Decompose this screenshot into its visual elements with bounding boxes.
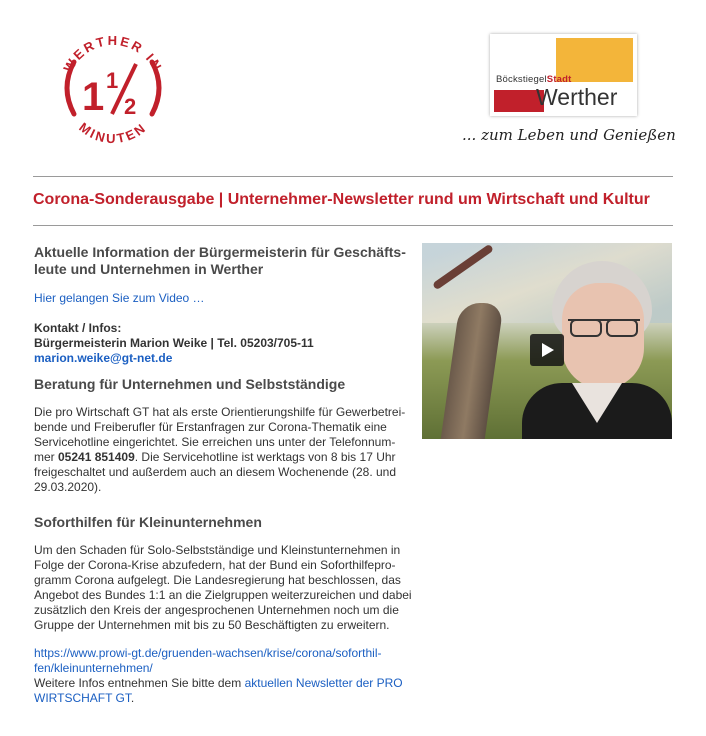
prowi-url-link[interactable]: https://www.prowi-gt.de/gruenden-wachsen/krise/corona/soforthil- fen/kleinunternehmen/ [34, 646, 382, 675]
beratung-text: Die pro Wirtschaft GT hat als erste Orientierungshilfe für Gewerbetrei- bende und Freiberufler für Erstanfragen zur Corona-Thematik eine Servicehotline eingerichtet. Sie erreichen uns unter der Telefonnum- mer 05241 851409. Die Servicehotline ist werktags von 8 bis 17 Uhr freigeschaltet und außerdem auch an diesem Wochenende (28. und 29.03.2020). [34, 405, 406, 494]
section-soforthilfen [34, 514, 412, 706]
contact-line: Bürgermeisterin Marion Weike | Tel. 05203/705-11 [34, 336, 314, 350]
section-heading-information: Aktuelle Information der Bürgermeisterin für Geschäfts- leute und Unternehmen in Werther [34, 244, 406, 277]
svg-text:1: 1 [106, 68, 119, 93]
divider-bottom [33, 225, 673, 226]
divider-top [33, 176, 673, 177]
werther-in-1-5-minuten-logo [48, 22, 178, 152]
logo-name: Werther [536, 84, 618, 110]
svg-text:MINUTEN: MINUTEN [76, 119, 150, 147]
newsletter-title: Corona-Sonderausgabe | Unternehmer-Newsletter rund um Wirtschaft und Kultur [33, 191, 650, 208]
section-heading-soforthilfen: Soforthilfen für Kleinunternehmen [34, 514, 262, 530]
svg-text:WERTHER IN: WERTHER IN [60, 32, 166, 75]
section-information [34, 244, 412, 366]
newsletter-pro-wirtschaft-link[interactable]: aktuellen Newsletter der PRO WIRTSCHAFT GT [34, 676, 403, 705]
main-content [34, 244, 412, 706]
tagline: ... zum Leben und Genießen [462, 126, 676, 144]
contact-heading: Kontakt / Infos: [34, 321, 122, 335]
svg-text:2: 2 [124, 94, 137, 119]
more-info-text: Weitere Infos entnehmen Sie bitte dem aktuellen Newsletter der PRO WIRTSCHAFT GT. [34, 676, 403, 705]
svg-text:1: 1 [82, 75, 105, 119]
email-link[interactable]: marion.weike@gt-net.de [34, 351, 173, 365]
speaker-glasses [568, 319, 640, 335]
play-icon[interactable] [530, 334, 564, 366]
painted-tree [440, 303, 504, 439]
boeckstiegelstadt-werther-logo [490, 34, 637, 116]
section-beratung [34, 376, 412, 495]
video-link[interactable]: Hier gelangen Sie zum Video … [34, 291, 205, 305]
section-heading-beratung: Beratung für Unternehmen und Selbstständige [34, 376, 346, 392]
soforthilfen-text: Um den Schaden für Solo-Selbstständige und Kleinstunternehmen in Folge der Corona-Krise abzufedern, hat der Bund ein Soforthilfepro- gramm Corona aufgelegt. Die Landesregierung hat beschlossen, das Angebot des Bundes 1:1 an die Zielgruppen weiterzureichen und dabei zusätzlich den Kreis der angesprochenen Unternehmen noch um die Gruppe der Unternehmen mit bis zu 50 Beschäftigten zu erweitern. [34, 543, 412, 632]
logo-prefix: BöckstiegelStadt [496, 74, 572, 85]
hotline-number: 05241 851409 [58, 450, 135, 464]
